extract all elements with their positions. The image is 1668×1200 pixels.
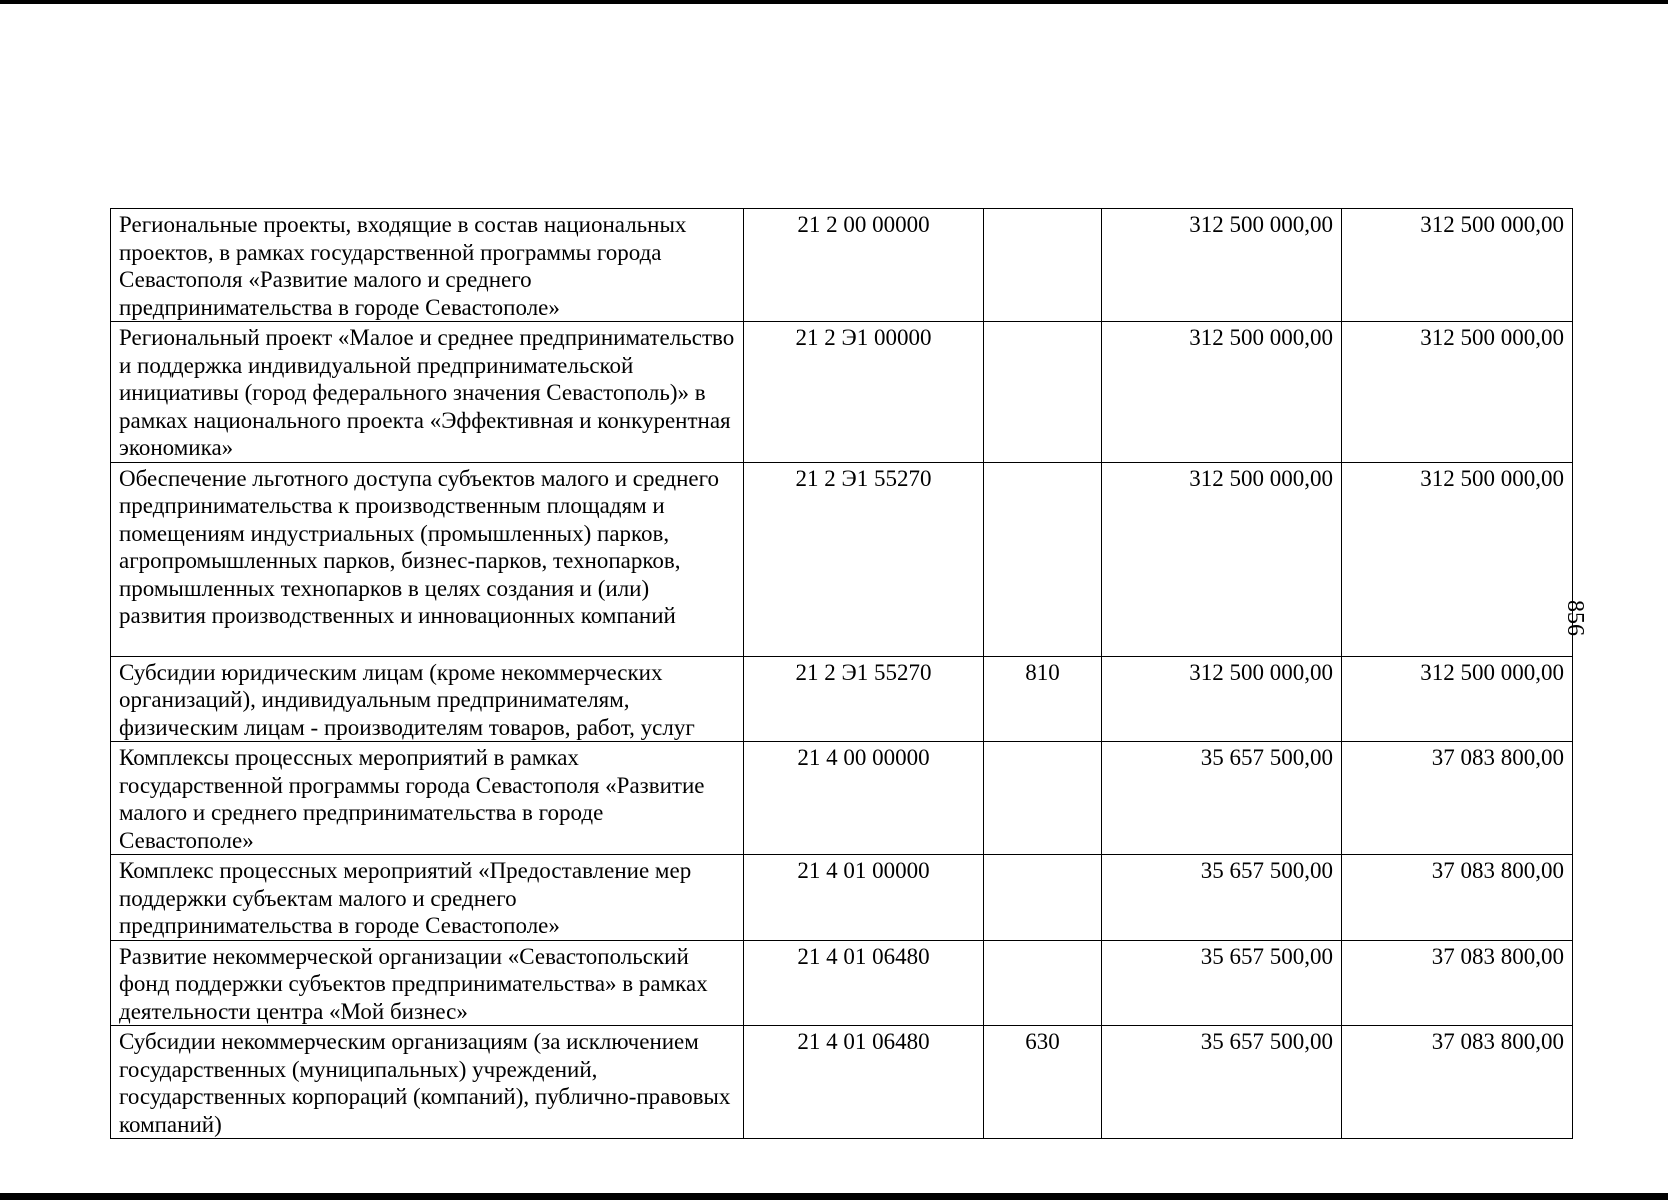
row-code: 21 2 Э1 55270 [744, 656, 984, 742]
row-code: 21 4 00 00000 [744, 742, 984, 855]
row-expense-type [984, 462, 1102, 656]
table-row [111, 742, 1573, 855]
row-name: Субсидии некоммерческим организациям (за исключением государственных (муниципальных) учреждений, государственных корпораций (компаний), публично-правовых компаний) [111, 1026, 744, 1139]
row-name: Субсидии юридическим лицам (кроме некоммерческих организаций), индивидуальным предпринимателям, физическим лицам - производителям товаров, работ, услуг [111, 656, 744, 742]
scan-edge-top [0, 0, 1668, 4]
row-code: 21 2 Э1 00000 [744, 322, 984, 463]
row-name: Комплексы процессных мероприятий в рамках государственной программы города Севастополя «Развитие малого и среднего предпринимательства в городе Севастополе» [111, 742, 744, 855]
row-amount-1: 35 657 500,00 [1102, 1026, 1342, 1139]
row-amount-2: 37 083 800,00 [1342, 1026, 1573, 1139]
row-expense-type [984, 742, 1102, 855]
row-amount-2: 37 083 800,00 [1342, 940, 1573, 1026]
row-name: Развитие некоммерческой организации «Севастопольский фонд поддержки субъектов предпринимательства» в рамках деятельности центра «Мой бизнес» [111, 940, 744, 1026]
row-amount-2: 312 500 000,00 [1342, 656, 1573, 742]
row-amount-2: 312 500 000,00 [1342, 462, 1573, 656]
page-number: 856 [1562, 600, 1588, 636]
row-code: 21 4 01 06480 [744, 940, 984, 1026]
row-amount-1: 312 500 000,00 [1102, 462, 1342, 656]
table-row [111, 656, 1573, 742]
row-amount-1: 312 500 000,00 [1102, 209, 1342, 322]
row-amount-1: 35 657 500,00 [1102, 742, 1342, 855]
table-row [111, 1026, 1573, 1139]
row-expense-type: 630 [984, 1026, 1102, 1139]
row-amount-1: 35 657 500,00 [1102, 940, 1342, 1026]
row-code: 21 2 00 00000 [744, 209, 984, 322]
row-amount-1: 312 500 000,00 [1102, 322, 1342, 463]
table-row [111, 322, 1573, 463]
budget-table [110, 208, 1573, 1139]
row-expense-type [984, 322, 1102, 463]
table-row [111, 209, 1573, 322]
table-row [111, 940, 1573, 1026]
row-expense-type [984, 940, 1102, 1026]
row-name: Региональные проекты, входящие в состав национальных проектов, в рамках государственной программы города Севастополя «Развитие малого и среднего предпринимательства в городе Севастополе» [111, 209, 744, 322]
table-row [111, 462, 1573, 656]
row-code: 21 4 01 06480 [744, 1026, 984, 1139]
scan-edge-bottom [0, 1193, 1668, 1200]
row-amount-2: 37 083 800,00 [1342, 855, 1573, 941]
row-name: Обеспечение льготного доступа субъектов малого и среднего предпринимательства к производственным площадям и помещениям индустриальных (промышленных) парков, агропромышленных парков, бизнес-парков, технопарков, промышленных технопарков в целях создания и (или) развития производственных и инновационных компаний [111, 462, 744, 656]
row-expense-type: 810 [984, 656, 1102, 742]
row-amount-2: 312 500 000,00 [1342, 209, 1573, 322]
row-amount-1: 35 657 500,00 [1102, 855, 1342, 941]
row-amount-2: 312 500 000,00 [1342, 322, 1573, 463]
row-name: Региональный проект «Малое и среднее предпринимательство и поддержка индивидуальной предпринимательской инициативы (город федерального значения Севастополь)» в рамках национального проекта «Эффективная и конкурентная экономика» [111, 322, 744, 463]
row-expense-type [984, 209, 1102, 322]
row-code: 21 2 Э1 55270 [744, 462, 984, 656]
row-name: Комплекс процессных мероприятий «Предоставление мер поддержки субъектам малого и среднего предпринимательства в городе Севастополе» [111, 855, 744, 941]
row-amount-1: 312 500 000,00 [1102, 656, 1342, 742]
table-row [111, 855, 1573, 941]
row-code: 21 4 01 00000 [744, 855, 984, 941]
row-expense-type [984, 855, 1102, 941]
row-amount-2: 37 083 800,00 [1342, 742, 1573, 855]
